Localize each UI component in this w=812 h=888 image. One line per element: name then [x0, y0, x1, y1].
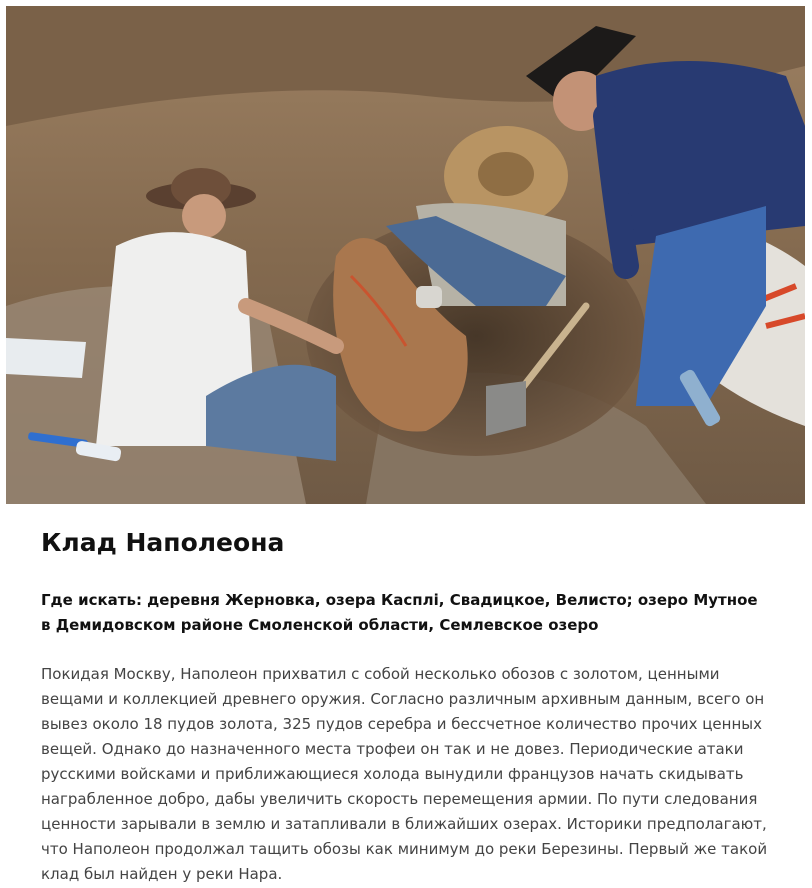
article-subtitle: Где искать: деревня Жерновка, озера Касплі, Свадицкое, Велисто; озеро Мутное в Демидовском районе Смоленской области, Семлевское озеро [41, 591, 758, 634]
article-photo [6, 6, 805, 504]
excavation-image [6, 6, 805, 504]
article [41, 526, 771, 887]
article-body: Покидая Москву, Наполеон прихватил с собой несколько обозов с золотом, ценными вещами и коллекцией древнего оружия. Согласно различным архивным данным, всего он вывез около 18 пудов золота, 325 пудов серебра и бессчетное количество прочих ценных вещей. Однако до назначенного места трофеи он так и не довез. Периодические атаки русскими войсками и приближающиеся холода вынудили французов начать скидывать награбленное добро, дабы увеличить скорость перемещения армии. По пути следования ценности зарывали в землю и затапливали в ближайших озерах. Историки предполагают, что Наполеон продолжал тащить обозы как минимум до реки Березины. Первый же такой клад был найден у реки Нара. [41, 665, 768, 883]
article-title: Клад Наполеона [41, 528, 285, 557]
white-sheet [6, 338, 86, 378]
